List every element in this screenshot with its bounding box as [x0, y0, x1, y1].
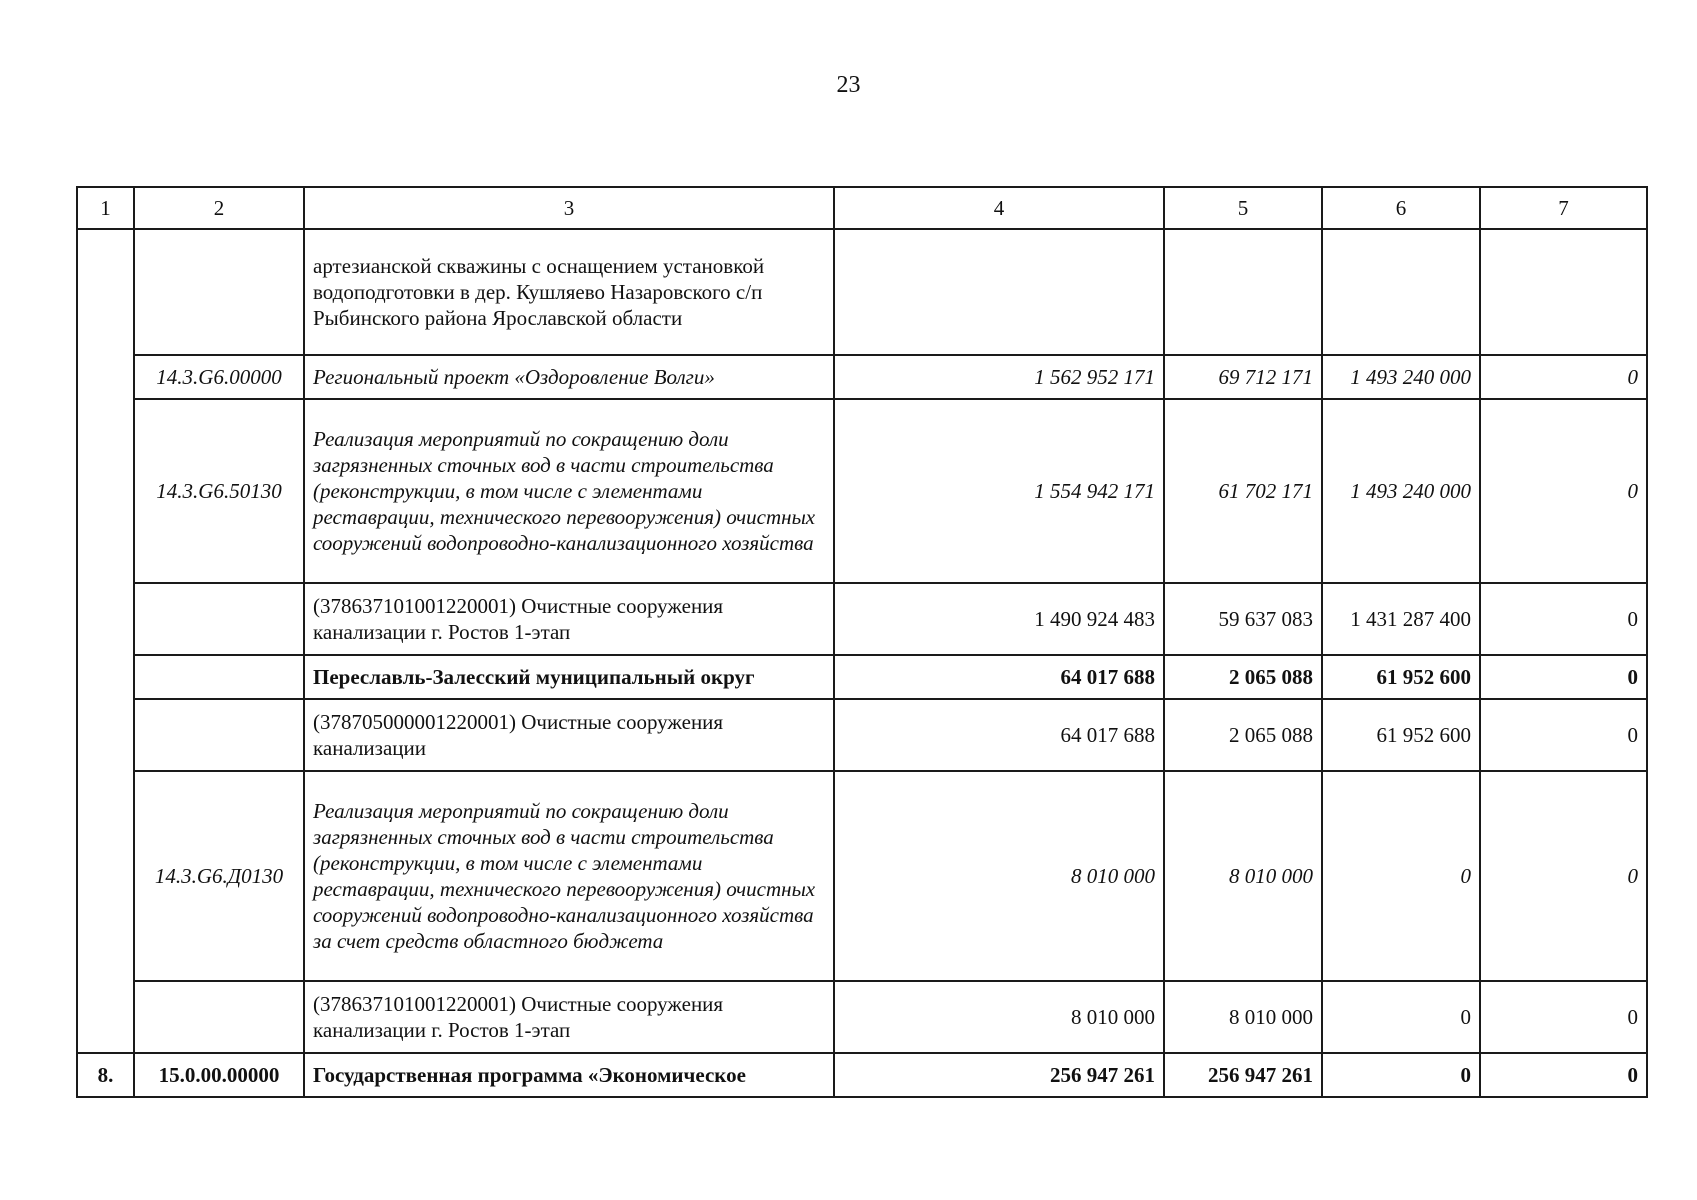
code-cell: 14.3.G6.50130	[134, 399, 304, 583]
code-cell	[134, 699, 304, 771]
value-cell-5: 256 947 261	[1164, 1053, 1322, 1097]
column-header: 7	[1480, 187, 1647, 229]
table-row	[77, 1053, 1647, 1097]
value-cell-4: 1 562 952 171	[834, 355, 1164, 399]
column-header: 5	[1164, 187, 1322, 229]
budget-table	[76, 186, 1648, 1098]
value-cell-5: 8 010 000	[1164, 771, 1322, 981]
table-row	[77, 583, 1647, 655]
description-cell: (378637101001220001) Очистные сооружения канализации г. Ростов 1-этап	[304, 583, 834, 655]
column-header: 2	[134, 187, 304, 229]
description-cell: Реализация мероприятий по сокращению доли загрязненных сточных вод в части строительства (реконструкции, в том числе с элементами реставрации, технического перевооружения) очистных сооружений водопроводно-канализационного хозяйства	[304, 399, 834, 583]
value-cell-4: 1 490 924 483	[834, 583, 1164, 655]
code-cell: 15.0.00.00000	[134, 1053, 304, 1097]
value-cell-5: 2 065 088	[1164, 699, 1322, 771]
column-header: 3	[304, 187, 834, 229]
value-cell-4: 8 010 000	[834, 771, 1164, 981]
column-number-header-row	[77, 187, 1647, 229]
value-cell-6: 61 952 600	[1322, 655, 1480, 699]
value-cell-4: 64 017 688	[834, 699, 1164, 771]
code-cell: 14.3.G6.00000	[134, 355, 304, 399]
seq-cell-merged	[77, 229, 134, 1053]
value-cell-5: 2 065 088	[1164, 655, 1322, 699]
value-cell-5: 61 702 171	[1164, 399, 1322, 583]
code-cell	[134, 583, 304, 655]
value-cell-7: 0	[1480, 1053, 1647, 1097]
description-cell: Реализация мероприятий по сокращению доли загрязненных сточных вод в части строительства (реконструкции, в том числе с элементами реставрации, технического перевооружения) очистных сооружений водопроводно-канализационного хозяйства за счет средств областного бюджета	[304, 771, 834, 981]
table-row	[77, 655, 1647, 699]
value-cell-7: 0	[1480, 355, 1647, 399]
description-cell: Региональный проект «Оздоровление Волги»	[304, 355, 834, 399]
value-cell-6: 1 431 287 400	[1322, 583, 1480, 655]
table-row	[77, 771, 1647, 981]
column-header: 1	[77, 187, 134, 229]
description-cell: артезианской скважины с оснащением установкой водоподготовки в дер. Кушляево Назаровского с/п Рыбинского района Ярославской области	[304, 229, 834, 355]
description-cell: (378637101001220001) Очистные сооружения канализации г. Ростов 1-этап	[304, 981, 834, 1053]
table-row	[77, 399, 1647, 583]
value-cell-6: 1 493 240 000	[1322, 355, 1480, 399]
table-row	[77, 981, 1647, 1053]
table-row	[77, 355, 1647, 399]
code-cell	[134, 655, 304, 699]
description-cell: (378705000001220001) Очистные сооружения канализации	[304, 699, 834, 771]
code-cell: 14.3.G6.Д0130	[134, 771, 304, 981]
column-header: 4	[834, 187, 1164, 229]
table-row	[77, 229, 1647, 355]
value-cell-6	[1322, 229, 1480, 355]
value-cell-5: 59 637 083	[1164, 583, 1322, 655]
value-cell-5: 8 010 000	[1164, 981, 1322, 1053]
value-cell-6: 1 493 240 000	[1322, 399, 1480, 583]
value-cell-7: 0	[1480, 655, 1647, 699]
value-cell-7: 0	[1480, 583, 1647, 655]
description-cell: Переславль-Залесский муниципальный округ	[304, 655, 834, 699]
value-cell-6: 61 952 600	[1322, 699, 1480, 771]
page-number: 23	[836, 72, 861, 98]
seq-cell: 8.	[77, 1053, 134, 1097]
table-row	[77, 699, 1647, 771]
value-cell-4: 256 947 261	[834, 1053, 1164, 1097]
value-cell-6: 0	[1322, 771, 1480, 981]
value-cell-6: 0	[1322, 981, 1480, 1053]
value-cell-7: 0	[1480, 399, 1647, 583]
value-cell-5: 69 712 171	[1164, 355, 1322, 399]
value-cell-7: 0	[1480, 981, 1647, 1053]
value-cell-7	[1480, 229, 1647, 355]
value-cell-4	[834, 229, 1164, 355]
code-cell	[134, 981, 304, 1053]
value-cell-7: 0	[1480, 699, 1647, 771]
value-cell-4: 64 017 688	[834, 655, 1164, 699]
value-cell-6: 0	[1322, 1053, 1480, 1097]
value-cell-7: 0	[1480, 771, 1647, 981]
column-header: 6	[1322, 187, 1480, 229]
value-cell-5	[1164, 229, 1322, 355]
code-cell	[134, 229, 304, 355]
value-cell-4: 1 554 942 171	[834, 399, 1164, 583]
description-cell: Государственная программа «Экономическое	[304, 1053, 834, 1097]
value-cell-4: 8 010 000	[834, 981, 1164, 1053]
